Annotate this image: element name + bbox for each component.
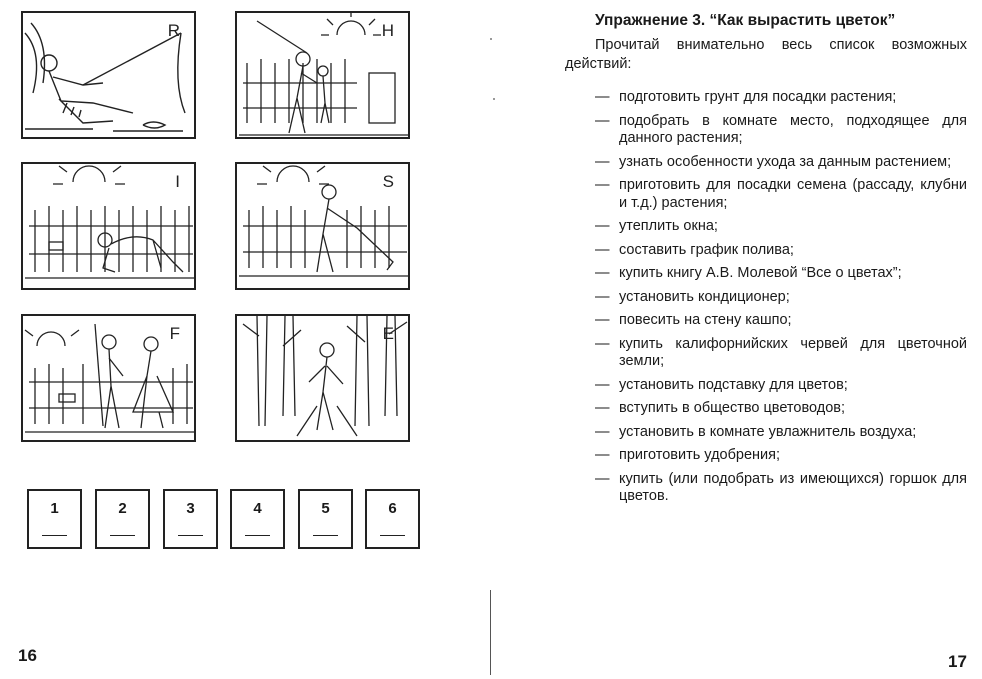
answer-number: 4: [253, 500, 262, 517]
answer-box-4[interactable]: [230, 489, 285, 549]
page-number-left: 16: [18, 646, 37, 665]
book-spine: [490, 590, 491, 675]
answer-line: [110, 535, 135, 536]
action-text: приготовить для посадки семена (рассаду, клубни и т.д.) растения;: [619, 177, 967, 211]
list-item: [595, 312, 967, 330]
left-page: [0, 0, 490, 679]
panel-letter: S: [382, 172, 394, 191]
action-text: приготовить удобрения;: [619, 447, 781, 463]
exercise-title: Упражнение 3. “Как вырастить цветок”: [595, 12, 896, 29]
action-text: купить книгу А.В. Молевой “Все о цветах”;: [619, 265, 902, 281]
action-text: утеплить окна;: [619, 218, 718, 234]
page-number-right: 17: [948, 652, 967, 671]
dash: —: [595, 376, 610, 393]
dash: —: [595, 218, 610, 234]
dash: —: [595, 400, 610, 416]
list-item: [595, 177, 967, 212]
actions-list: [595, 89, 967, 512]
action-text: подготовить грунт для посадки растения;: [619, 89, 897, 105]
list-item: [595, 400, 967, 418]
action-text: узнать особенности ухода за данным растением;: [619, 153, 952, 170]
answer-line: [178, 535, 203, 536]
list-item: [595, 424, 967, 442]
dash: —: [595, 288, 610, 305]
list-item: [595, 265, 967, 283]
right-page: [492, 0, 982, 679]
exercise-intro: Прочитай внимательно весь список возможных действий:: [565, 37, 967, 72]
list-item: [595, 154, 967, 172]
answer-line: [380, 535, 405, 536]
answer-box-5[interactable]: [298, 489, 353, 549]
panel-letter: I: [175, 172, 180, 191]
action-text: составить график полива;: [619, 241, 794, 258]
dash: —: [595, 312, 610, 328]
panel-letter: R: [167, 21, 180, 40]
answer-number: 2: [118, 500, 127, 517]
list-item: [595, 89, 967, 107]
picture-panel-i: [21, 162, 196, 290]
dash: —: [595, 335, 610, 352]
answer-box-6[interactable]: [365, 489, 420, 549]
picture-panel-r: [21, 11, 196, 139]
picture-panel-h: [235, 11, 410, 139]
answer-line: [42, 535, 67, 536]
answer-box-1[interactable]: [27, 489, 82, 549]
picture-panel-e: [235, 314, 410, 442]
answer-number: 1: [50, 500, 59, 517]
dash: —: [595, 112, 610, 129]
list-item: [595, 471, 967, 506]
panel-letter: E: [382, 324, 394, 343]
dash: —: [595, 447, 610, 463]
dash: —: [595, 89, 610, 105]
dash: —: [595, 423, 610, 440]
answer-number: 5: [321, 500, 330, 517]
list-item: [595, 336, 967, 371]
answer-line: [245, 535, 270, 536]
answer-number: 3: [186, 500, 195, 517]
picture-panel-s: [235, 162, 410, 290]
answer-box-2[interactable]: [95, 489, 150, 549]
action-text: повесить на стену кашпо;: [619, 312, 792, 328]
answer-number: 6: [388, 500, 397, 517]
action-text: подобрать в комнате место, подходящее для данного растения;: [619, 112, 967, 146]
action-text: купить (или подобрать из имеющихся) горшок для цветов.: [619, 470, 967, 504]
action-text: установить подставку для цветов;: [619, 376, 848, 393]
dash: —: [595, 265, 610, 281]
panel-letter: H: [381, 21, 394, 40]
action-text: установить кондиционер;: [619, 288, 790, 305]
list-item: [595, 242, 967, 260]
list-item: [595, 377, 967, 395]
picture-panel-f: [21, 314, 196, 442]
action-text: вступить в общество цветоводов;: [619, 400, 845, 416]
answer-line: [313, 535, 338, 536]
dash: —: [595, 177, 610, 193]
action-text: купить калифорнийских червей для цветочной земли;: [619, 335, 967, 369]
answer-box-3[interactable]: [163, 489, 218, 549]
crawling-man-illustration: [23, 164, 196, 290]
list-item: [595, 447, 967, 465]
dash: —: [595, 153, 610, 170]
dash: —: [595, 241, 610, 258]
list-item: [595, 289, 967, 307]
action-text: установить в комнате увлажнитель воздуха;: [619, 423, 917, 440]
dash: —: [595, 470, 610, 487]
list-item: [595, 113, 967, 148]
panel-letter: F: [169, 324, 180, 343]
list-item: [595, 218, 967, 236]
